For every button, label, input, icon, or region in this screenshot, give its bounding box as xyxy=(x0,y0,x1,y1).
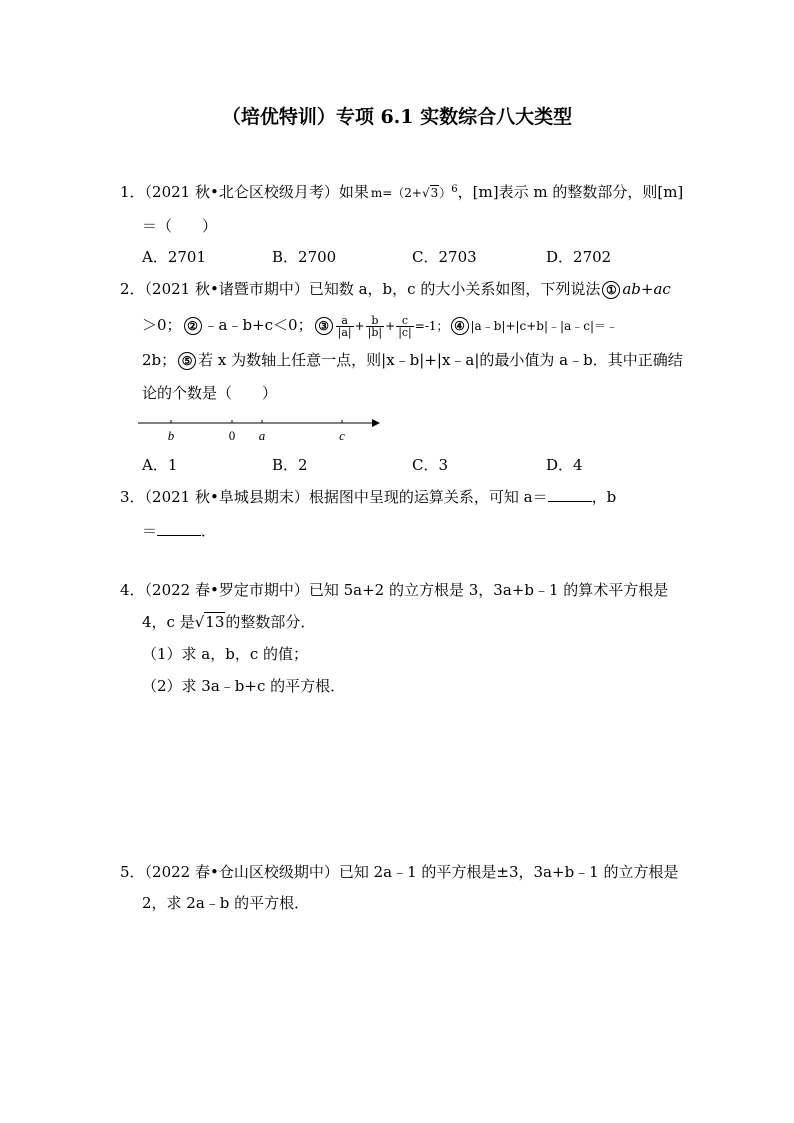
number-line xyxy=(136,413,386,445)
circled-number-5: ⑤ xyxy=(178,352,196,370)
circled-number-1: ① xyxy=(602,281,620,299)
question-4-line-1: 4．（2022 春•罗定市期中）已知 5a+2 的立方根是 3，3a+b﹣1 的算术平方根是 xyxy=(120,581,669,599)
q1-option-b: B．2700 xyxy=(272,248,337,266)
question-1-line-1 xyxy=(120,180,683,203)
question-1-number: 1． xyxy=(120,183,145,201)
question-4-sub-1: （1）求 a，b，c 的值； xyxy=(142,645,309,663)
circled-number-4: ④ xyxy=(451,317,469,335)
arrow-right-icon xyxy=(372,419,380,427)
axis-label-c: c xyxy=(339,428,345,443)
fraction-c: $\frac{c}{|c|}$ xyxy=(398,313,412,339)
fraction-a: $\frac{a}{|a|}$ xyxy=(337,313,352,339)
question-3-line-1: 3．（2021 秋•阜城县期末）根据图中呈现的运算关系，可知 a＝ ，b xyxy=(120,488,617,506)
question-1-source: （2021 秋•北仑区校级月考）如果 xyxy=(144,183,369,201)
question-5-line-2: 2，求 2a﹣b 的平方根． xyxy=(142,894,310,912)
m-expression: $m=(2+√3)^6$ xyxy=(370,184,458,200)
circled-number-2: ② xyxy=(184,317,202,335)
axis-label-a: a xyxy=(258,428,266,443)
q2-option-a: A．1 xyxy=(142,456,178,474)
answer-blank-b[interactable] xyxy=(157,521,201,536)
question-4-line-2: 4，c 是√13的整数部分． xyxy=(142,613,316,631)
q1-option-a: A．2701 xyxy=(142,248,207,266)
question-3-number: 3． xyxy=(120,488,145,506)
question-4-number: 4． xyxy=(120,581,145,599)
question-2-line-3: 2b； ⑤ 若 x 为数轴上任意一点，则|x﹣b|+|x﹣a|的最小值为 a﹣b．其中正确结 xyxy=(142,351,683,369)
page-title: （培优特训）专项 6.1 实数综合八大类型 xyxy=(221,106,573,128)
sqrt-icon: √ xyxy=(421,186,430,200)
question-3-line-2: ＝ ． xyxy=(142,522,217,540)
fraction-b: $\frac{b}{|b|}$ xyxy=(367,313,383,339)
q2-option-d: D．4 xyxy=(546,456,583,474)
sqrt-icon: √ xyxy=(194,613,205,631)
question-2-line-1: 2．（2021 秋•诸暨市期中）已知数 a，b，c 的大小关系如图，下列说法 ① ab+ac xyxy=(120,280,671,298)
question-5-line-1: 5．（2022 春•仓山区校级期中）已知 2a﹣1 的平方根是±3，3a+b﹣1 的立方根是 xyxy=(120,863,679,881)
question-1-line-2: ＝（ ） xyxy=(142,217,218,235)
question-1-text: ，[m]表示 m 的整数部分，则[m] xyxy=(457,183,684,201)
question-4-sub-2: （2）求 3a﹣b+c 的平方根． xyxy=(142,677,346,695)
question-2-number: 2． xyxy=(120,280,145,298)
circled-number-3: ③ xyxy=(315,317,333,335)
question-2-line-2: ＞0； ② ﹣a﹣b+c＜0； ③ $\frac{a}{|a|}$ + $\frac{b}{|b|}$ + $\frac{c}{|c|}$ =-1； ④ |a﹣b|+|c+b|﹣|a﹣c|＝﹣ xyxy=(142,313,618,339)
q2-option-b: B．2 xyxy=(272,456,308,474)
axis-label-b: b xyxy=(167,428,175,443)
q2-option-c: C．3 xyxy=(412,456,449,474)
q1-option-d: D．2702 xyxy=(546,248,612,266)
axis-label-0: 0 xyxy=(228,428,236,443)
q1-option-c: C．2703 xyxy=(412,248,477,266)
answer-blank-a[interactable] xyxy=(548,487,592,502)
question-2-line-4: 论的个数是（ ） xyxy=(142,384,278,402)
question-5-number: 5． xyxy=(120,863,145,881)
